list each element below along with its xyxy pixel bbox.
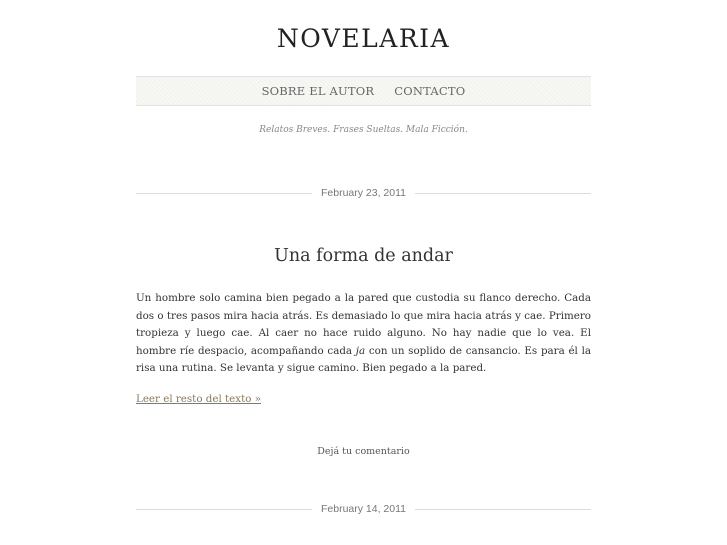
post-date-row [136, 186, 591, 200]
divider [136, 509, 312, 510]
divider [136, 193, 312, 194]
post-body-text: con un soplido de cansancio. Es para él la risa una rutina. Se levanta y sigue camino. Bien pegado a la pared. [136, 344, 591, 374]
post-date: February 14, 2011 [320, 503, 407, 515]
nav-item-contacto[interactable]: CONTACTO [394, 84, 466, 98]
divider [415, 509, 591, 510]
nav-item-sobre-el-autor[interactable]: SOBRE EL AUTOR [261, 84, 375, 98]
post-date: February 23, 2011 [320, 187, 407, 199]
site-tagline: Relatos Breves. Frases Sueltas. Mala Ficción. [259, 125, 468, 135]
main-nav [136, 76, 591, 106]
site-title[interactable]: NOVELARIA [276, 24, 451, 53]
divider [415, 193, 591, 194]
post-body-emphasis: ja [355, 344, 366, 357]
post-date-row [136, 502, 591, 516]
comment-link[interactable]: Dejá tu comentario [317, 446, 410, 457]
post-body [136, 290, 591, 378]
post-title[interactable]: Una forma de andar [274, 246, 453, 266]
post-body-text: Un hombre solo camina bien pegado a la pared que custodia su flanco derecho. Cada dos o tres pasos mira hacia atrás. Es demasiado lo que mira hacia atrás y cae. Primero tropieza y luego cae. Al caer no hace ruido alguno. No hay nadie que lo vea. El hombre ríe despacio, acompañando cada [136, 292, 591, 357]
read-more-link[interactable]: Leer el resto del texto » [136, 393, 261, 405]
